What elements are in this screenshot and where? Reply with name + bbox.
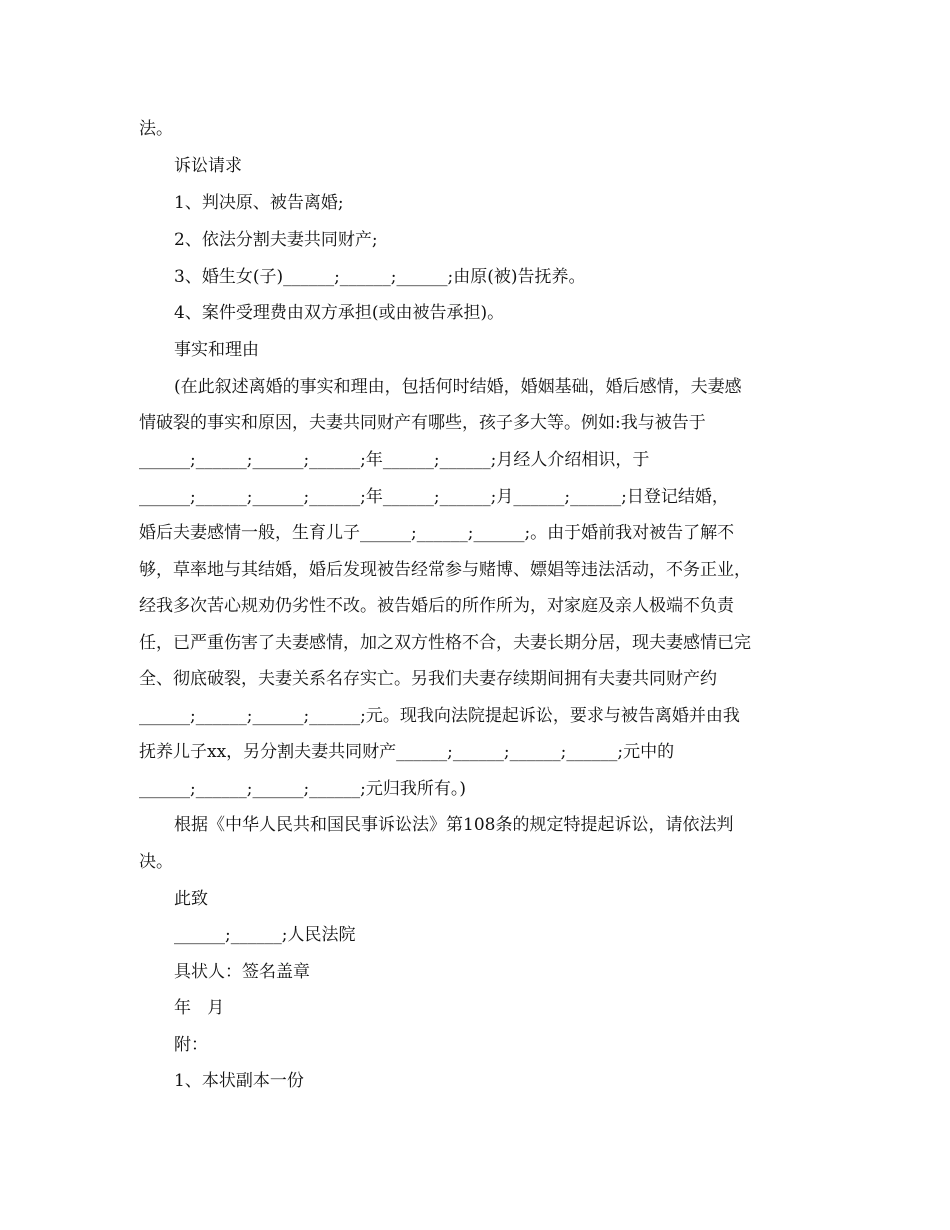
paragraph-line: 情破裂的事实和原因，夫妻共同财产有哪些，孩子多大等。例如:我与被告于 [139, 413, 706, 433]
list-item: 1、判决原、被告离婚; [174, 193, 344, 213]
paragraph-line: 抚养儿子xx，另分割夫妻共同财产______;______;______;______;元中的 [139, 742, 675, 762]
paragraph-line: ______;______;______;______;元归我所有。) [139, 779, 467, 799]
paragraph-line: (在此叙述离婚的事实和理由，包括何时结婚，婚姻基础，婚后感情，夫妻感 [174, 377, 742, 397]
attachment-heading: 附： [174, 1035, 208, 1055]
paragraph-line: ______;______;______;______;元。现我向法院提起诉讼，要求与被告离婚并由我 [139, 706, 740, 726]
section-heading: 诉讼请求 [174, 156, 242, 176]
paragraph-line: ______;______;______;______;年______;______;月经人介绍相识，于 [139, 450, 650, 470]
list-item: 4、案件受理费由双方承担(或由被告承担)。 [174, 303, 505, 323]
date-line: 年 月 [174, 998, 225, 1018]
paragraph-line: 根据《中华人民共和国民事诉讼法》第108条的规定特提起诉讼，请依法判 [174, 815, 734, 835]
paragraph-line: 法。 [139, 119, 173, 139]
attachment-item: 1、本状副本一份 [174, 1071, 304, 1091]
paragraph-line: 全、彻底破裂，夫妻关系名存实亡。另我们夫妻存续期间拥有夫妻共同财产约 [139, 669, 717, 689]
paragraph-line: 婚后夫妻感情一般，生育儿子______;______;______;。由于婚前我对被告了解不 [139, 523, 735, 543]
plaintiff-signature-line: 具状人：签名盖章 [174, 962, 310, 982]
paragraph-line: 够，草率地与其结婚，婚后发现被告经常参与赌博、嫖娼等违法活动，不务正业， [139, 560, 751, 580]
court-name-line: ______;______;人民法院 [174, 925, 356, 945]
paragraph-line: 任，已严重伤害了夫妻感情，加之双方性格不合，夫妻长期分居，现夫妻感情已完 [139, 633, 751, 653]
salutation: 此致 [174, 889, 208, 909]
list-item: 3、婚生女(子)______;______;______;由原(被)告抚养。 [174, 267, 586, 287]
paragraph-line: ______;______;______;______;年______;______;月______;______;日登记结婚， [139, 487, 729, 507]
section-heading: 事实和理由 [174, 340, 259, 360]
list-item: 2、依法分割夫妻共同财产; [174, 230, 378, 250]
paragraph-line: 决。 [139, 852, 173, 872]
paragraph-line: 经我多次苦心规劝仍劣性不改。被告婚后的所作所为，对家庭及亲人极端不负责 [139, 596, 734, 616]
